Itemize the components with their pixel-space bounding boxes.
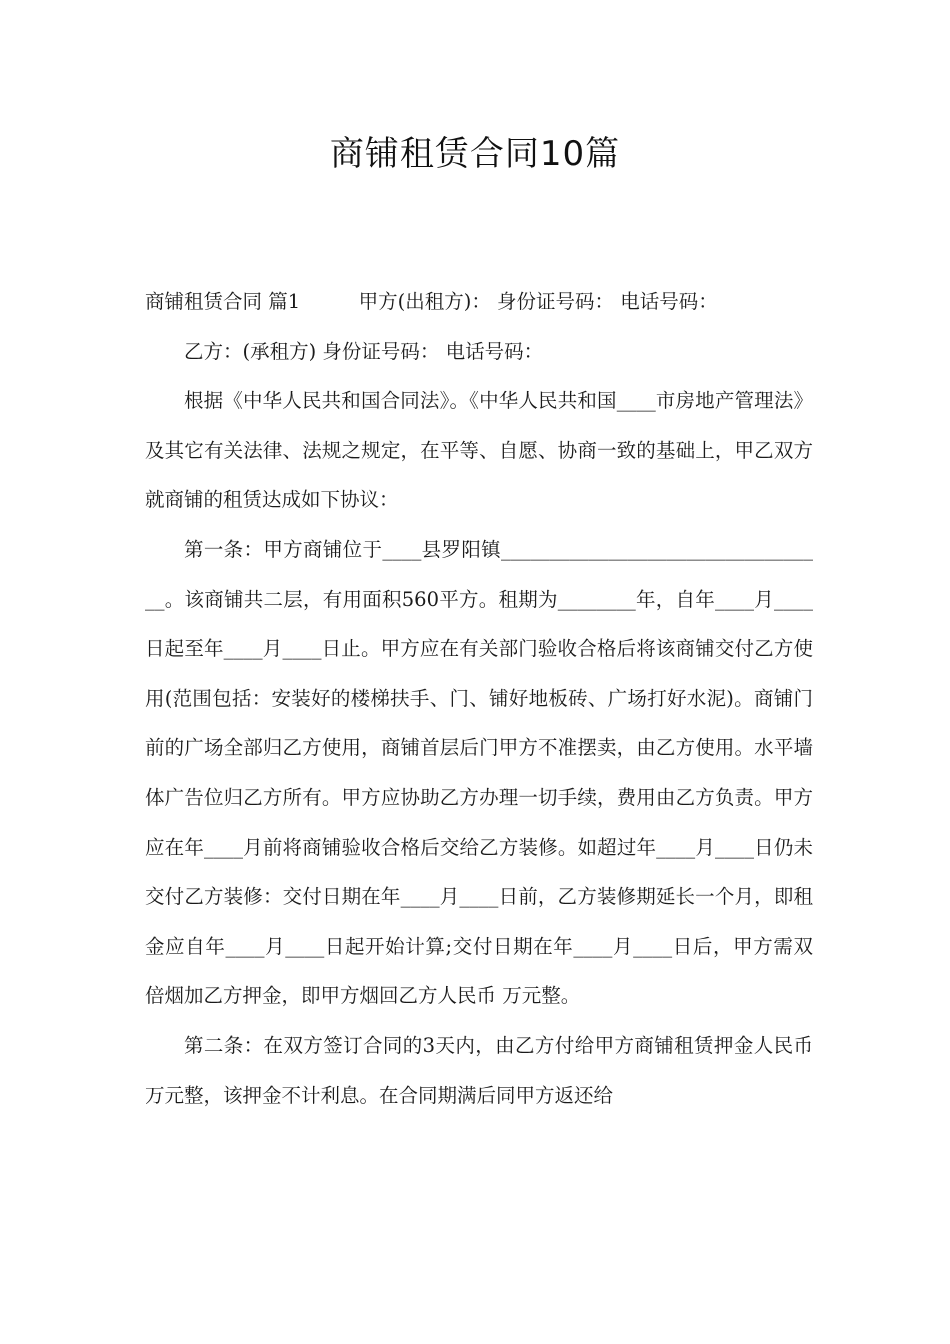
header-line [145, 277, 813, 327]
article-1-paragraph: 第一条：甲方商铺位于____县罗阳镇__________________________________。该商铺共二层，有用面积560平方。租期为________年，自年____月____日起至年____月____日止。甲方应在有关部门验收合格后将该商铺交付乙方使用(范围包括：安装好的楼梯扶手、门、铺好地板砖、广场打好水泥)。商铺门前的广场全部归乙方使用，商铺首层后门甲方不准摆卖，由乙方使用。水平墙体广告位归乙方所有。甲方应协助乙方办理一切手续，费用由乙方负责。甲方应在年____月前将商铺验收合格后交给乙方装修。如超过年____月____日仍未交付乙方装修：交付日期在年____月____日前，乙方装修期延长一个月，即租金应自年____月____日起开始计算;交付日期在年____月____日后，甲方需双倍烟加乙方押金，即甲方烟回乙方人民币 万元整。 [145, 537, 813, 1008]
article-2-paragraph: 第二条：在双方签订合同的3天内，由乙方付给甲方商铺租赁押金人民币 万元整，该押金不计利息。在合同期满后同甲方返还给 [145, 1033, 813, 1107]
preamble-paragraph: 根据《中华人民共和国合同法》。《中华人民共和国____市房地产管理法》及其它有关法律、法规之规定，在平等、自愿、协商一致的基础上，甲乙双方就商铺的租赁达成如下协议： [145, 389, 813, 512]
document-title: 商铺租赁合同10篇 [329, 134, 621, 174]
party-b-line: 乙方：(承租方) 身份证号码： 电话号码： [184, 339, 544, 363]
party-a-line: 甲方(出租方)： 身份证号码： 电话号码： [358, 290, 718, 313]
document-body [145, 277, 813, 1120]
contract-heading: 商铺租赁合同 篇1 [145, 290, 301, 313]
